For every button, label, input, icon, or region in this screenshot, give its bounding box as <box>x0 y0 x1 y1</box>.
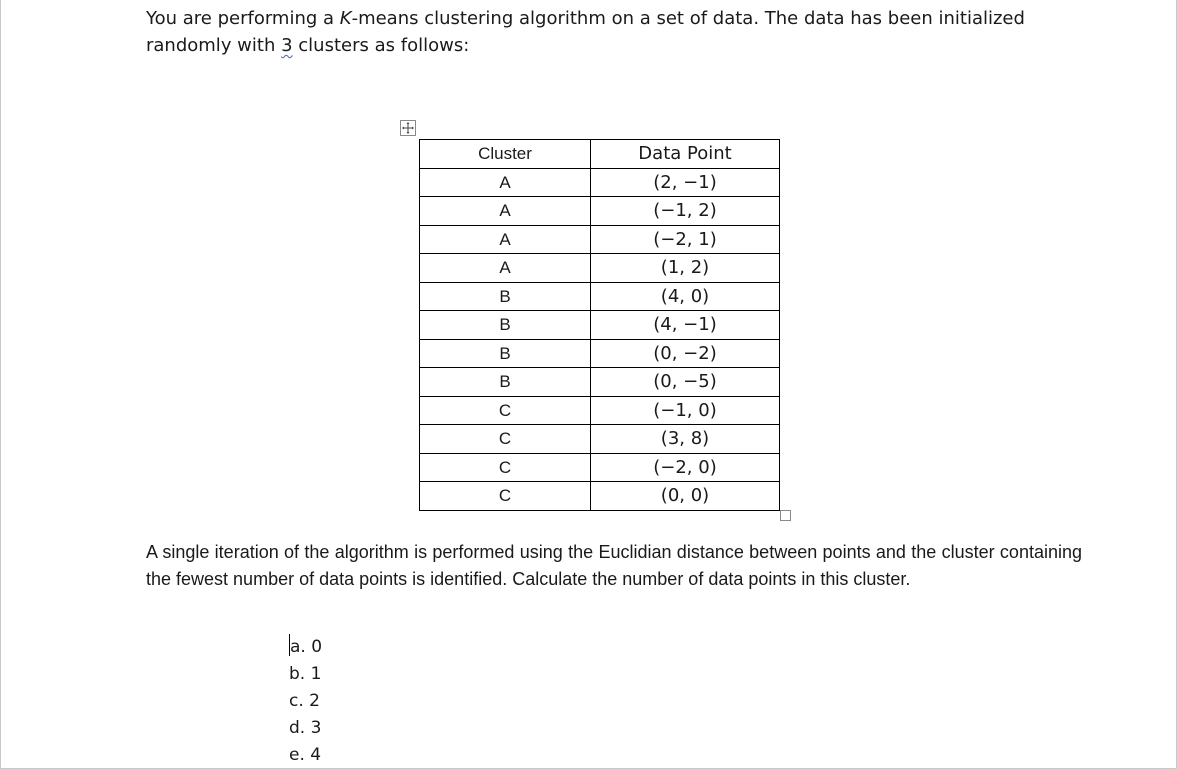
cluster-cell: A <box>420 254 591 283</box>
intro-text-1: You are performing a <box>146 8 340 29</box>
data-point-cell: (3, 8) <box>591 425 780 454</box>
table-body <box>420 168 780 510</box>
data-point-cell: (0, −2) <box>591 339 780 368</box>
option-label: c. 2 <box>289 691 320 711</box>
table-row <box>420 482 780 511</box>
option-label: e. 4 <box>289 745 322 765</box>
table-row <box>420 425 780 454</box>
option-label: b. 1 <box>289 664 322 684</box>
answer-options-list <box>289 634 322 769</box>
cluster-cell: A <box>420 197 591 226</box>
move-arrows-icon <box>401 121 415 135</box>
intro-cluster-count: 3 <box>281 35 293 56</box>
option-label: d. 3 <box>289 718 322 738</box>
cluster-cell: C <box>420 425 591 454</box>
table-row <box>420 197 780 226</box>
cluster-cell: B <box>420 282 591 311</box>
table-row <box>420 225 780 254</box>
option-label: a. 0 <box>290 637 323 657</box>
table-row <box>420 311 780 340</box>
data-point-cell: (4, −1) <box>591 311 780 340</box>
table-row <box>420 396 780 425</box>
table-move-handle[interactable] <box>400 120 416 136</box>
data-point-cell: (1, 2) <box>591 254 780 283</box>
cluster-cell: A <box>420 225 591 254</box>
data-point-cell: (−2, 1) <box>591 225 780 254</box>
cluster-cell: A <box>420 168 591 197</box>
header-data-point: Data Point <box>591 140 780 169</box>
cluster-cell: C <box>420 396 591 425</box>
intro-k-variable: K <box>339 8 352 29</box>
table-row <box>420 453 780 482</box>
cluster-cell: C <box>420 453 591 482</box>
table-row <box>420 339 780 368</box>
option-a[interactable] <box>289 634 322 661</box>
option-e[interactable] <box>289 742 322 769</box>
table-row <box>420 282 780 311</box>
table-header-row <box>420 140 780 169</box>
intro-text-3: clusters as follows: <box>292 35 470 56</box>
data-point-cell: (−2, 0) <box>591 453 780 482</box>
cluster-cell: B <box>420 311 591 340</box>
header-cluster: Cluster <box>420 140 591 169</box>
cluster-cell: B <box>420 339 591 368</box>
data-point-cell: (−1, 2) <box>591 197 780 226</box>
option-d[interactable] <box>289 715 322 742</box>
option-b[interactable] <box>289 661 322 688</box>
table-resize-handle[interactable] <box>780 510 791 521</box>
cluster-cell: C <box>420 482 591 511</box>
intro-paragraph <box>146 5 1046 59</box>
data-point-cell: (−1, 0) <box>591 396 780 425</box>
intro-text-2: -means clustering algorithm on a set of data. The data has been initialized randomly with <box>146 8 1025 56</box>
question-paragraph: A single iteration of the algorithm is performed using the Euclidian distance between points and the cluster containing the fewest number of data points is identified. Calculate the number of data points in this cluster. <box>146 542 1082 589</box>
table-row <box>420 168 780 197</box>
cluster-data-table <box>419 139 780 511</box>
table-row <box>420 254 780 283</box>
table-row <box>420 368 780 397</box>
data-point-cell: (0, −5) <box>591 368 780 397</box>
data-point-cell: (2, −1) <box>591 168 780 197</box>
data-point-cell: (4, 0) <box>591 282 780 311</box>
cluster-cell: B <box>420 368 591 397</box>
data-point-cell: (0, 0) <box>591 482 780 511</box>
option-c[interactable] <box>289 688 322 715</box>
